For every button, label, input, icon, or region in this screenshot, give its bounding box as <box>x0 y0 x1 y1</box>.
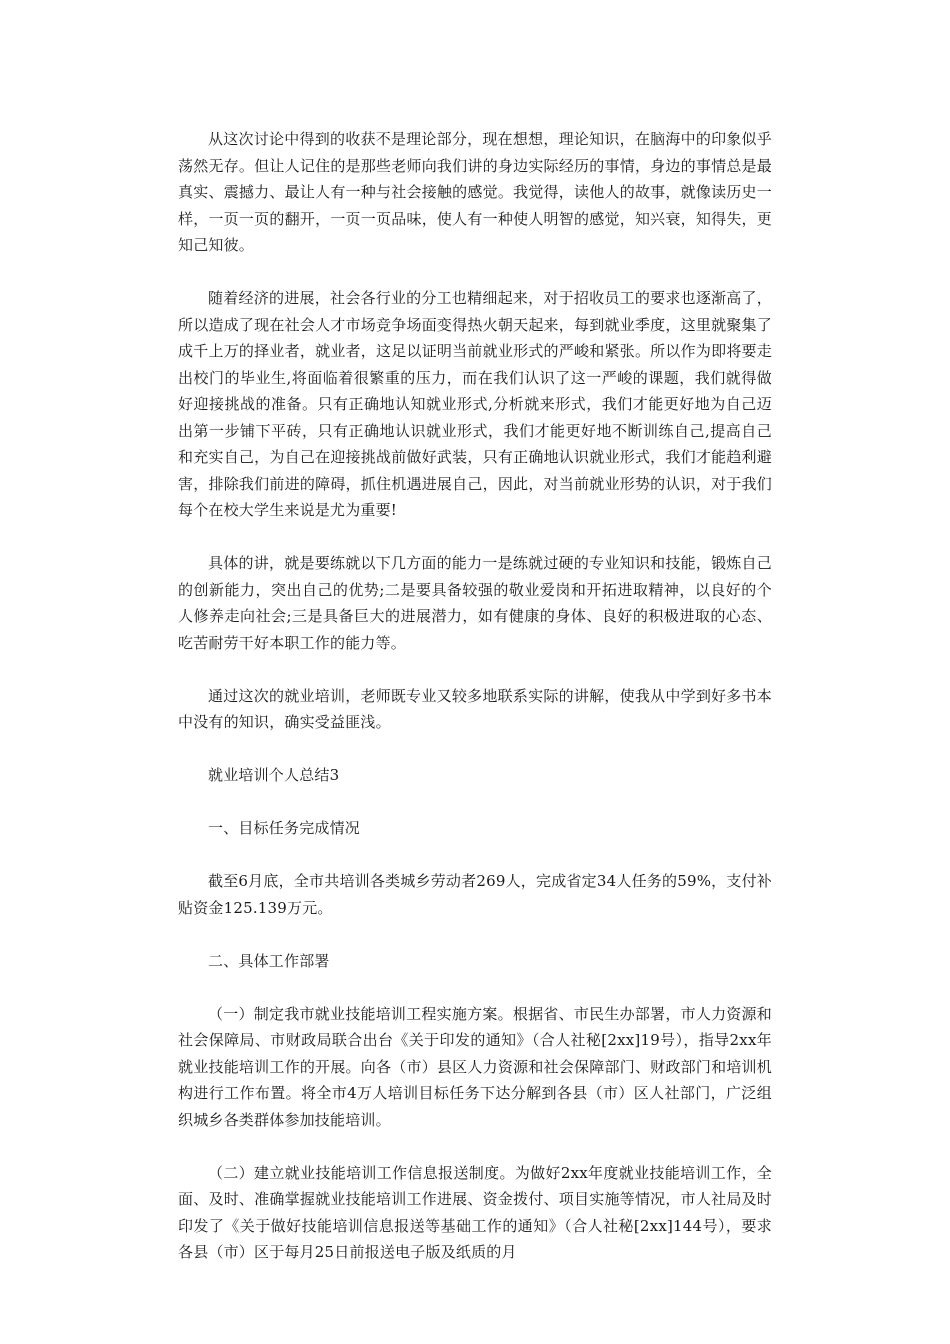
paragraph-implementation-plan: （一）制定我市就业技能培训工程实施方案。根据省、市民生办部署，市人力资源和社会保障局、市财政局联合出台《关于印发的通知》（合人社秘[2xx]19号），指导2xx年就业技能培训工作的开展。向各（市）县区人力资源和社会保障部门、财政部门和培训机构进行工作布置。将全市4万人培训目标任务下达分解到各县（市）区人社部门，广泛组织城乡各类群体参加技能培训。 <box>178 1004 772 1129</box>
paragraph-training-benefit: 通过这次的就业培训，老师既专业又较多地联系实际的讲解，使我从中学到好多书本中没有的知识，确实受益匪浅。 <box>178 686 772 731</box>
section-title: 就业培训个人总结3 <box>208 766 340 784</box>
heading-work-deployment: 二、具体工作部署 <box>208 951 330 970</box>
heading-goal-completion: 一、目标任务完成情况 <box>208 819 361 837</box>
paragraph-statistics: 截至6月底，全市共培训各类城乡劳动者269人，完成省定34人任务的59%，支付补贴资金125.139万元。 <box>178 872 772 917</box>
paragraph-employment-situation: 随着经济的进展，社会各行业的分工也精细起来，对于招收员工的要求也逐渐高了，所以造成了现在社会人才市场竞争场面变得热火朝天起来，每到就业季度，这里就聚集了成千上万的择业者，就业者，这足以证明当前就业形式的严峻和紧张。所以作为即将要走出校门的毕业生,将面临着很繁重的压力，而在我们认识了这一严峻的课题，我们就得做好迎接挑战的准备。只有正确地认知就业形式,分析就来形式，我们才能更好地为自己迈出第一步铺下平砖，只有正确地认识就业形式，我们才能更好地不断训练自己,提高自己和充实自己，为自己在迎接挑战前做好武装，只有正确地认识就业形式，我们才能趋利避害，排除我们前进的障碍，抓住机遇进展自己，因此，对当前就业形势的认识，对于我们每个在校大学生来说是尤为重要! <box>178 289 772 519</box>
paragraph-abilities: 具体的讲，就是要练就以下几方面的能力一是练就过硬的专业知识和技能，锻炼自己的创新能力，突出自己的优势;二是要具备较强的敬业爱岗和开拓进取精神，以良好的个人修养走向社会;三是具备巨大的进展潜力，如有健康的身体、良好的积极进取的心态、吃苦耐劳干好本职工作的能力等。 <box>178 554 772 652</box>
paragraph-reporting-system: （二）建立就业技能培训工作信息报送制度。为做好2xx年度就业技能培训工作，全面、及时、准确掌握就业技能培训工作进展、资金拨付、项目实施等情况，市人社局及时印发了《关于做好技能培训信息报送等基础工作的通知》（合人社秘[2xx]144号），要求各县（市）区于每月25日前报送电子版及纸质的月 <box>178 1163 772 1261</box>
paragraph-discussion-gains: 从这次讨论中得到的收获不是理论部分，现在想想，理论知识，在脑海中的印象似乎荡然无存。但让人记住的是那些老师向我们讲的身边实际经历的事情，身边的事情总是最真实、震撼力、最让人有一种与社会接触的感觉。我觉得，读他人的故事，就像读历史一样，一页一页的翻开，一页一页品味，使人有一种使人明智的感觉，知兴衰，知得失，更知己知彼。 <box>178 130 772 254</box>
document-body <box>178 126 772 1292</box>
